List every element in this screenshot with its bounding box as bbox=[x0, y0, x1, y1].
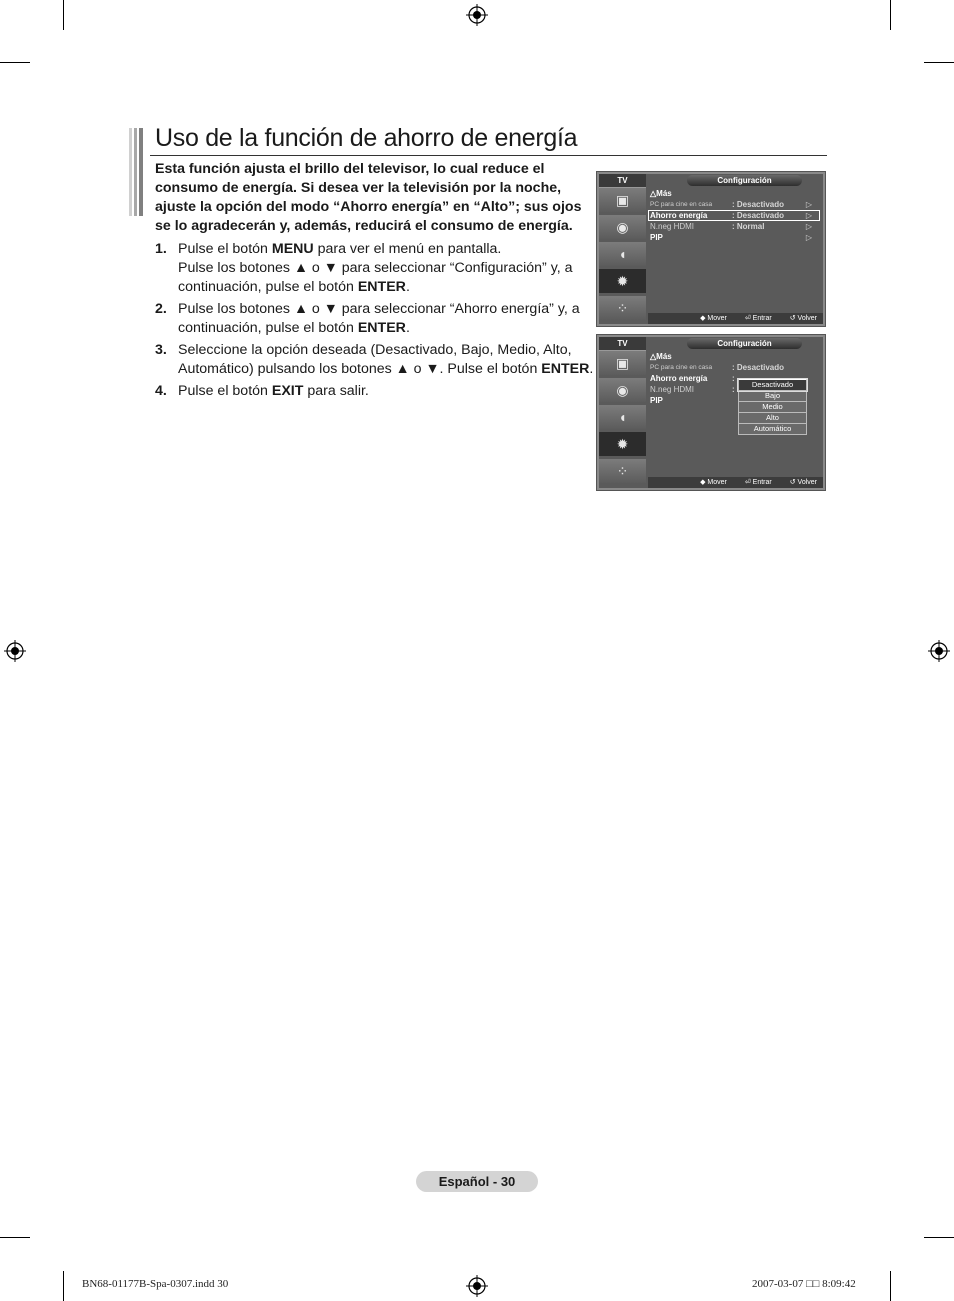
channel-icon: ◖ bbox=[599, 242, 646, 266]
step-item bbox=[155, 240, 595, 297]
page-number-label: Español - 30 bbox=[416, 1171, 538, 1192]
osd-menu-ahorro-options bbox=[596, 334, 826, 491]
osd-tv-tab: TV bbox=[599, 174, 646, 188]
osd-footer-return: ↺ Volver bbox=[789, 479, 817, 486]
osd-footer-enter: ⏎ Entrar bbox=[744, 479, 772, 486]
step-item bbox=[155, 341, 595, 379]
sound-icon: ◉ bbox=[599, 215, 646, 239]
osd-footer bbox=[648, 477, 823, 488]
step-item bbox=[155, 300, 595, 338]
crop-mark bbox=[890, 1271, 891, 1301]
crop-mark bbox=[924, 1237, 954, 1238]
registration-mark-icon bbox=[4, 640, 26, 662]
osd-row bbox=[648, 199, 820, 210]
step-number: 3. bbox=[155, 342, 167, 358]
title-divider bbox=[150, 155, 827, 156]
osd-content bbox=[648, 188, 820, 243]
step-text: Pulse el botón MENU para ver el menú en pantalla. Pulse los botones ▲ o ▼ para seleccionar “Configuración” y, a continuación, pulse el botón ENTER. bbox=[178, 241, 573, 295]
print-slug-file: BN68-01177B-Spa-0307.indd 30 bbox=[82, 1278, 229, 1290]
setup-gear-icon: ✹ bbox=[599, 269, 646, 293]
crop-mark bbox=[0, 1237, 30, 1238]
osd-more bbox=[648, 351, 820, 362]
option-bajo[interactable]: Bajo bbox=[738, 391, 807, 402]
arrow-right-icon: ▷ bbox=[805, 222, 812, 231]
step-text: Pulse los botones ▲ o ▼ para seleccionar “Ahorro energía” y, a continuación, pulse el botón ENTER. bbox=[178, 301, 580, 336]
option-automatico[interactable]: Automático bbox=[738, 424, 807, 435]
step-text: Pulse el botón EXIT para salir. bbox=[178, 383, 369, 399]
step-item bbox=[155, 382, 595, 401]
sound-icon: ◉ bbox=[599, 378, 646, 402]
input-icon: ⁘ bbox=[599, 296, 646, 320]
channel-icon: ◖ bbox=[599, 405, 646, 429]
intro-paragraph: Esta función ajusta el brillo del televisor, lo cual reduce el consumo de energía. Si desea ver la televisión por la noche, ajuste la opción del modo “Ahorro energía” en “Alto”; sus ojos se lo agradecerán y, además, reducirá el consumo de energía. bbox=[155, 161, 582, 234]
option-medio[interactable]: Medio bbox=[738, 402, 807, 413]
osd-footer-enter: ⏎ Entrar bbox=[744, 315, 772, 322]
step-number: 4. bbox=[155, 383, 167, 399]
osd-row-value: : Desactivado bbox=[732, 363, 785, 372]
osd-header: Configuración bbox=[687, 338, 802, 349]
registration-mark-icon bbox=[928, 640, 950, 662]
arrow-right-icon: ▷ bbox=[805, 200, 812, 209]
option-desactivado[interactable]: Desactivado bbox=[738, 379, 807, 391]
osd-row bbox=[648, 232, 820, 243]
crop-mark bbox=[924, 62, 954, 63]
osd-more-label: △Más bbox=[650, 189, 672, 198]
steps-list bbox=[155, 240, 595, 404]
osd-row-value: : Desactivado bbox=[732, 200, 785, 209]
osd-row-value: : bbox=[732, 385, 735, 394]
osd-row-value: : Normal bbox=[732, 222, 765, 231]
osd-footer-move: ◆ Mover bbox=[700, 479, 727, 486]
osd-row-value: : Desactivado bbox=[732, 211, 785, 220]
osd-menu-configuracion bbox=[596, 171, 826, 327]
osd-more-label: △Más bbox=[650, 352, 672, 361]
input-icon: ⁘ bbox=[599, 459, 646, 483]
osd-row bbox=[648, 362, 820, 373]
osd-options-dropdown[interactable] bbox=[738, 379, 807, 435]
step-text: Seleccione la opción deseada (Desactivado, Bajo, Medio, Alto, Automático) pulsando los botones ▲ o ▼. Pulse el botón ENTER. bbox=[178, 342, 594, 377]
osd-row-value: : bbox=[732, 374, 735, 383]
osd-sidebar bbox=[599, 351, 646, 486]
osd-footer bbox=[648, 313, 823, 324]
osd-row-label: PC para cine en casa bbox=[650, 201, 713, 208]
osd-row-label: Ahorro energía bbox=[650, 374, 708, 383]
crop-mark bbox=[63, 1271, 64, 1301]
osd-row bbox=[648, 221, 820, 232]
osd-row-label: PIP bbox=[650, 396, 663, 405]
picture-icon: ▣ bbox=[599, 351, 646, 375]
osd-row-label: N.neg HDMI bbox=[650, 222, 695, 231]
osd-footer-move: ◆ Mover bbox=[700, 315, 727, 322]
setup-gear-icon: ✹ bbox=[599, 432, 646, 456]
osd-more bbox=[648, 188, 820, 199]
crop-mark bbox=[0, 62, 30, 63]
title-decoration bbox=[129, 128, 143, 216]
arrow-right-icon: ▷ bbox=[805, 211, 812, 220]
registration-mark-icon bbox=[466, 4, 488, 26]
osd-row-label: Ahorro energía bbox=[650, 211, 708, 220]
page-title: Uso de la función de ahorro de energía bbox=[155, 124, 578, 152]
osd-row-label: N.neg HDMI bbox=[650, 385, 695, 394]
crop-mark bbox=[63, 0, 64, 30]
step-number: 1. bbox=[155, 241, 167, 257]
print-slug-date: 2007-03-07 □□ 8:09:42 bbox=[752, 1278, 856, 1290]
osd-row-label: PIP bbox=[650, 233, 663, 242]
step-number: 2. bbox=[155, 301, 167, 317]
osd-sidebar bbox=[599, 188, 646, 323]
osd-footer-return: ↺ Volver bbox=[789, 315, 817, 322]
osd-row-label: PC para cine en casa bbox=[650, 364, 713, 371]
picture-icon: ▣ bbox=[599, 188, 646, 212]
crop-mark bbox=[890, 0, 891, 30]
arrow-right-icon: ▷ bbox=[805, 233, 812, 242]
option-alto[interactable]: Alto bbox=[738, 413, 807, 424]
osd-header: Configuración bbox=[687, 175, 802, 186]
osd-tv-tab: TV bbox=[599, 337, 646, 351]
registration-mark-icon bbox=[466, 1275, 488, 1297]
osd-row-selected bbox=[648, 210, 820, 221]
